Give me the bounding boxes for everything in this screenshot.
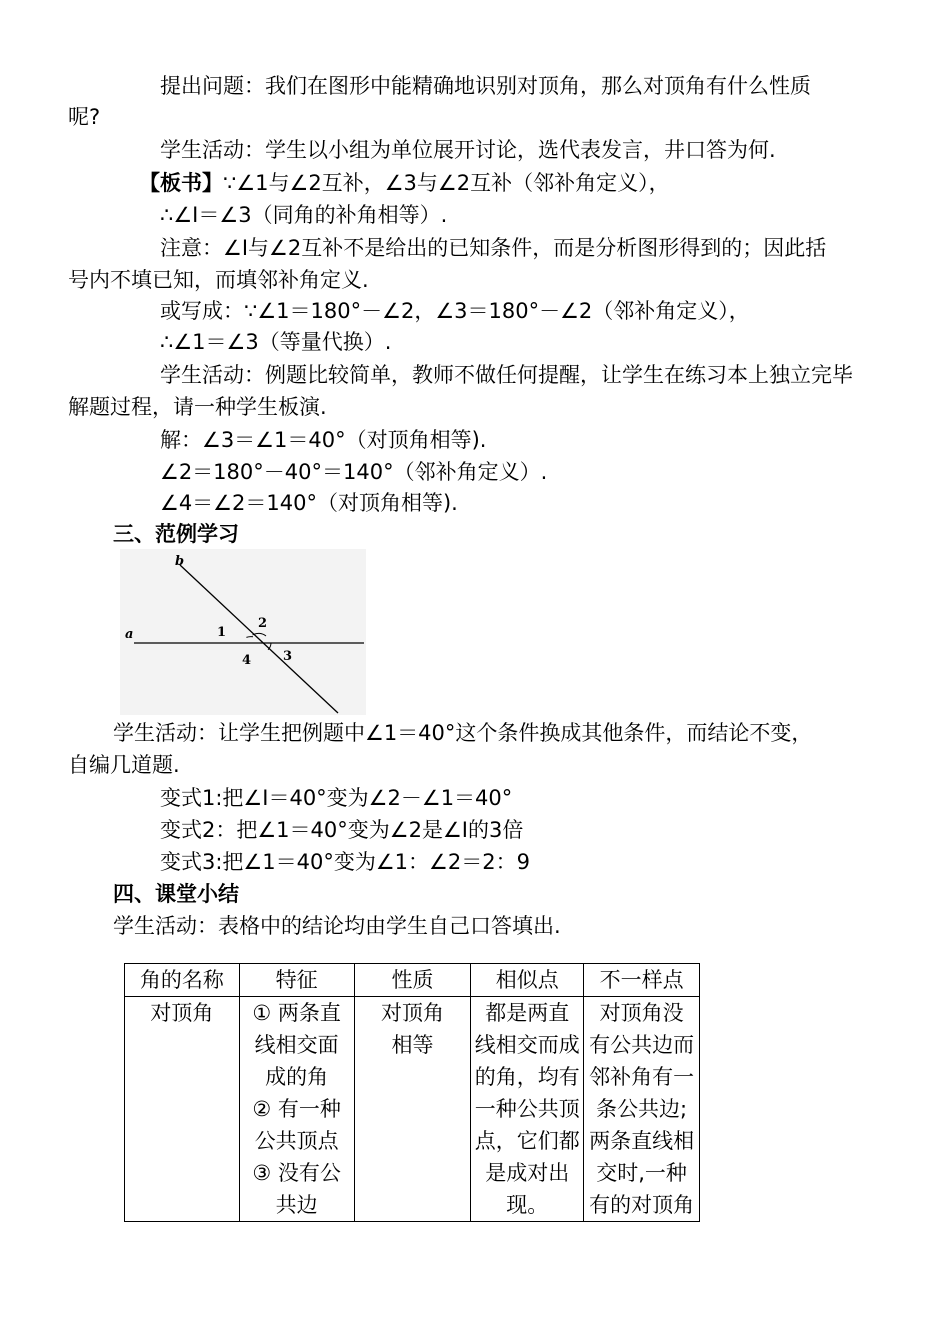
label-b: b <box>175 554 185 569</box>
line-b <box>180 565 338 713</box>
cell-feature: ① 两条直 线相交面 成的角 ② 有一种 公共顶点 ③ 没有公 共边 <box>239 997 354 1222</box>
text-line: 学生活动：例题比较简单，教师不做任何提醒，让学生在练习本上独立完毕 <box>160 363 853 387</box>
text-line: 变式1:把∠Ⅰ＝40°变为∠2－∠1＝40° <box>160 786 513 810</box>
text-line: 呢? <box>68 105 101 129</box>
text-line: 注意：∠Ⅰ与∠2互补不是给出的已知条件，而是分析图形得到的；因此括 <box>160 236 827 260</box>
geometry-figure <box>120 549 366 715</box>
col-header-property: 性质 <box>354 964 471 997</box>
angle-arc-3 <box>268 643 271 650</box>
label-angle-4: 4 <box>242 653 252 668</box>
text-line: ∠2＝180°－40°＝140°（邻补角定义）. <box>160 460 548 484</box>
cell-similar: 都是两直 线相交而成 的角，均有 一种公共顶 点，它们都 是成对出 现。 <box>471 997 584 1222</box>
col-header-different: 不一样点 <box>584 964 700 997</box>
summary-table <box>124 963 700 1222</box>
text-line: 学生活动：学生以小组为单位展开讨论，选代表发言，井口答为何. <box>160 138 776 162</box>
text-line: ∴∠1＝∠3（等量代换）. <box>160 330 392 354</box>
table-row <box>125 997 700 1222</box>
section-heading: 三、范例学习 <box>113 522 239 546</box>
angle-arc-1 <box>246 637 253 638</box>
table-header-row <box>125 964 700 997</box>
intersecting-lines-diagram <box>120 549 366 715</box>
text-line: ∠4＝∠2＝140°（对顶角相等). <box>160 491 458 515</box>
col-header-similar: 相似点 <box>471 964 584 997</box>
label-angle-2: 2 <box>258 616 268 631</box>
text-line: 变式2：把∠1＝40°变为∠2是∠Ⅰ的3倍 <box>160 818 524 842</box>
text-line: 或写成：∵∠1＝180°－∠2，∠3＝180°－∠2（邻补角定义）， <box>160 299 750 323</box>
cell-property: 对顶角 相等 <box>354 997 471 1222</box>
text-line: 变式3:把∠1＝40°变为∠1：∠2＝2：9 <box>160 850 530 874</box>
cell-name: 对顶角 <box>125 997 240 1222</box>
board-label: 【板书】 <box>139 171 223 195</box>
label-angle-3: 3 <box>283 649 293 664</box>
text-line: ∴∠Ⅰ＝∠3（同角的补角相等）. <box>160 203 448 227</box>
board-line <box>139 167 670 199</box>
col-header-feature: 特征 <box>239 964 354 997</box>
text-line: 解题过程，请一种学生板演. <box>68 395 327 419</box>
text-line: ∵∠1与∠2互补，∠3与∠2互补（邻补角定义）， <box>223 171 670 195</box>
section-heading: 四、课堂小结 <box>113 882 239 906</box>
label-a: a <box>125 627 134 642</box>
cell-different: 对顶角没 有公共边而 邻补角有一 条公共边; 两条直线相 交时,一种 有的对顶角 <box>584 997 700 1222</box>
text-line: 号内不填已知，而填邻补角定义. <box>68 268 369 292</box>
text-line: 解：∠3＝∠1＝40°（对顶角相等). <box>160 428 487 452</box>
text-line: 学生活动：表格中的结论均由学生自己口答填出. <box>113 914 561 938</box>
text-line: 学生活动：让学生把例题中∠1＝40°这个条件换成其他条件，而结论不变， <box>113 721 813 745</box>
label-angle-1: 1 <box>217 625 227 640</box>
text-line: 提出问题：我们在图形中能精确地识别对顶角，那么对顶角有什么性质 <box>160 74 811 98</box>
text-line: 自编几道题. <box>68 753 180 777</box>
col-header-name: 角的名称 <box>125 964 240 997</box>
